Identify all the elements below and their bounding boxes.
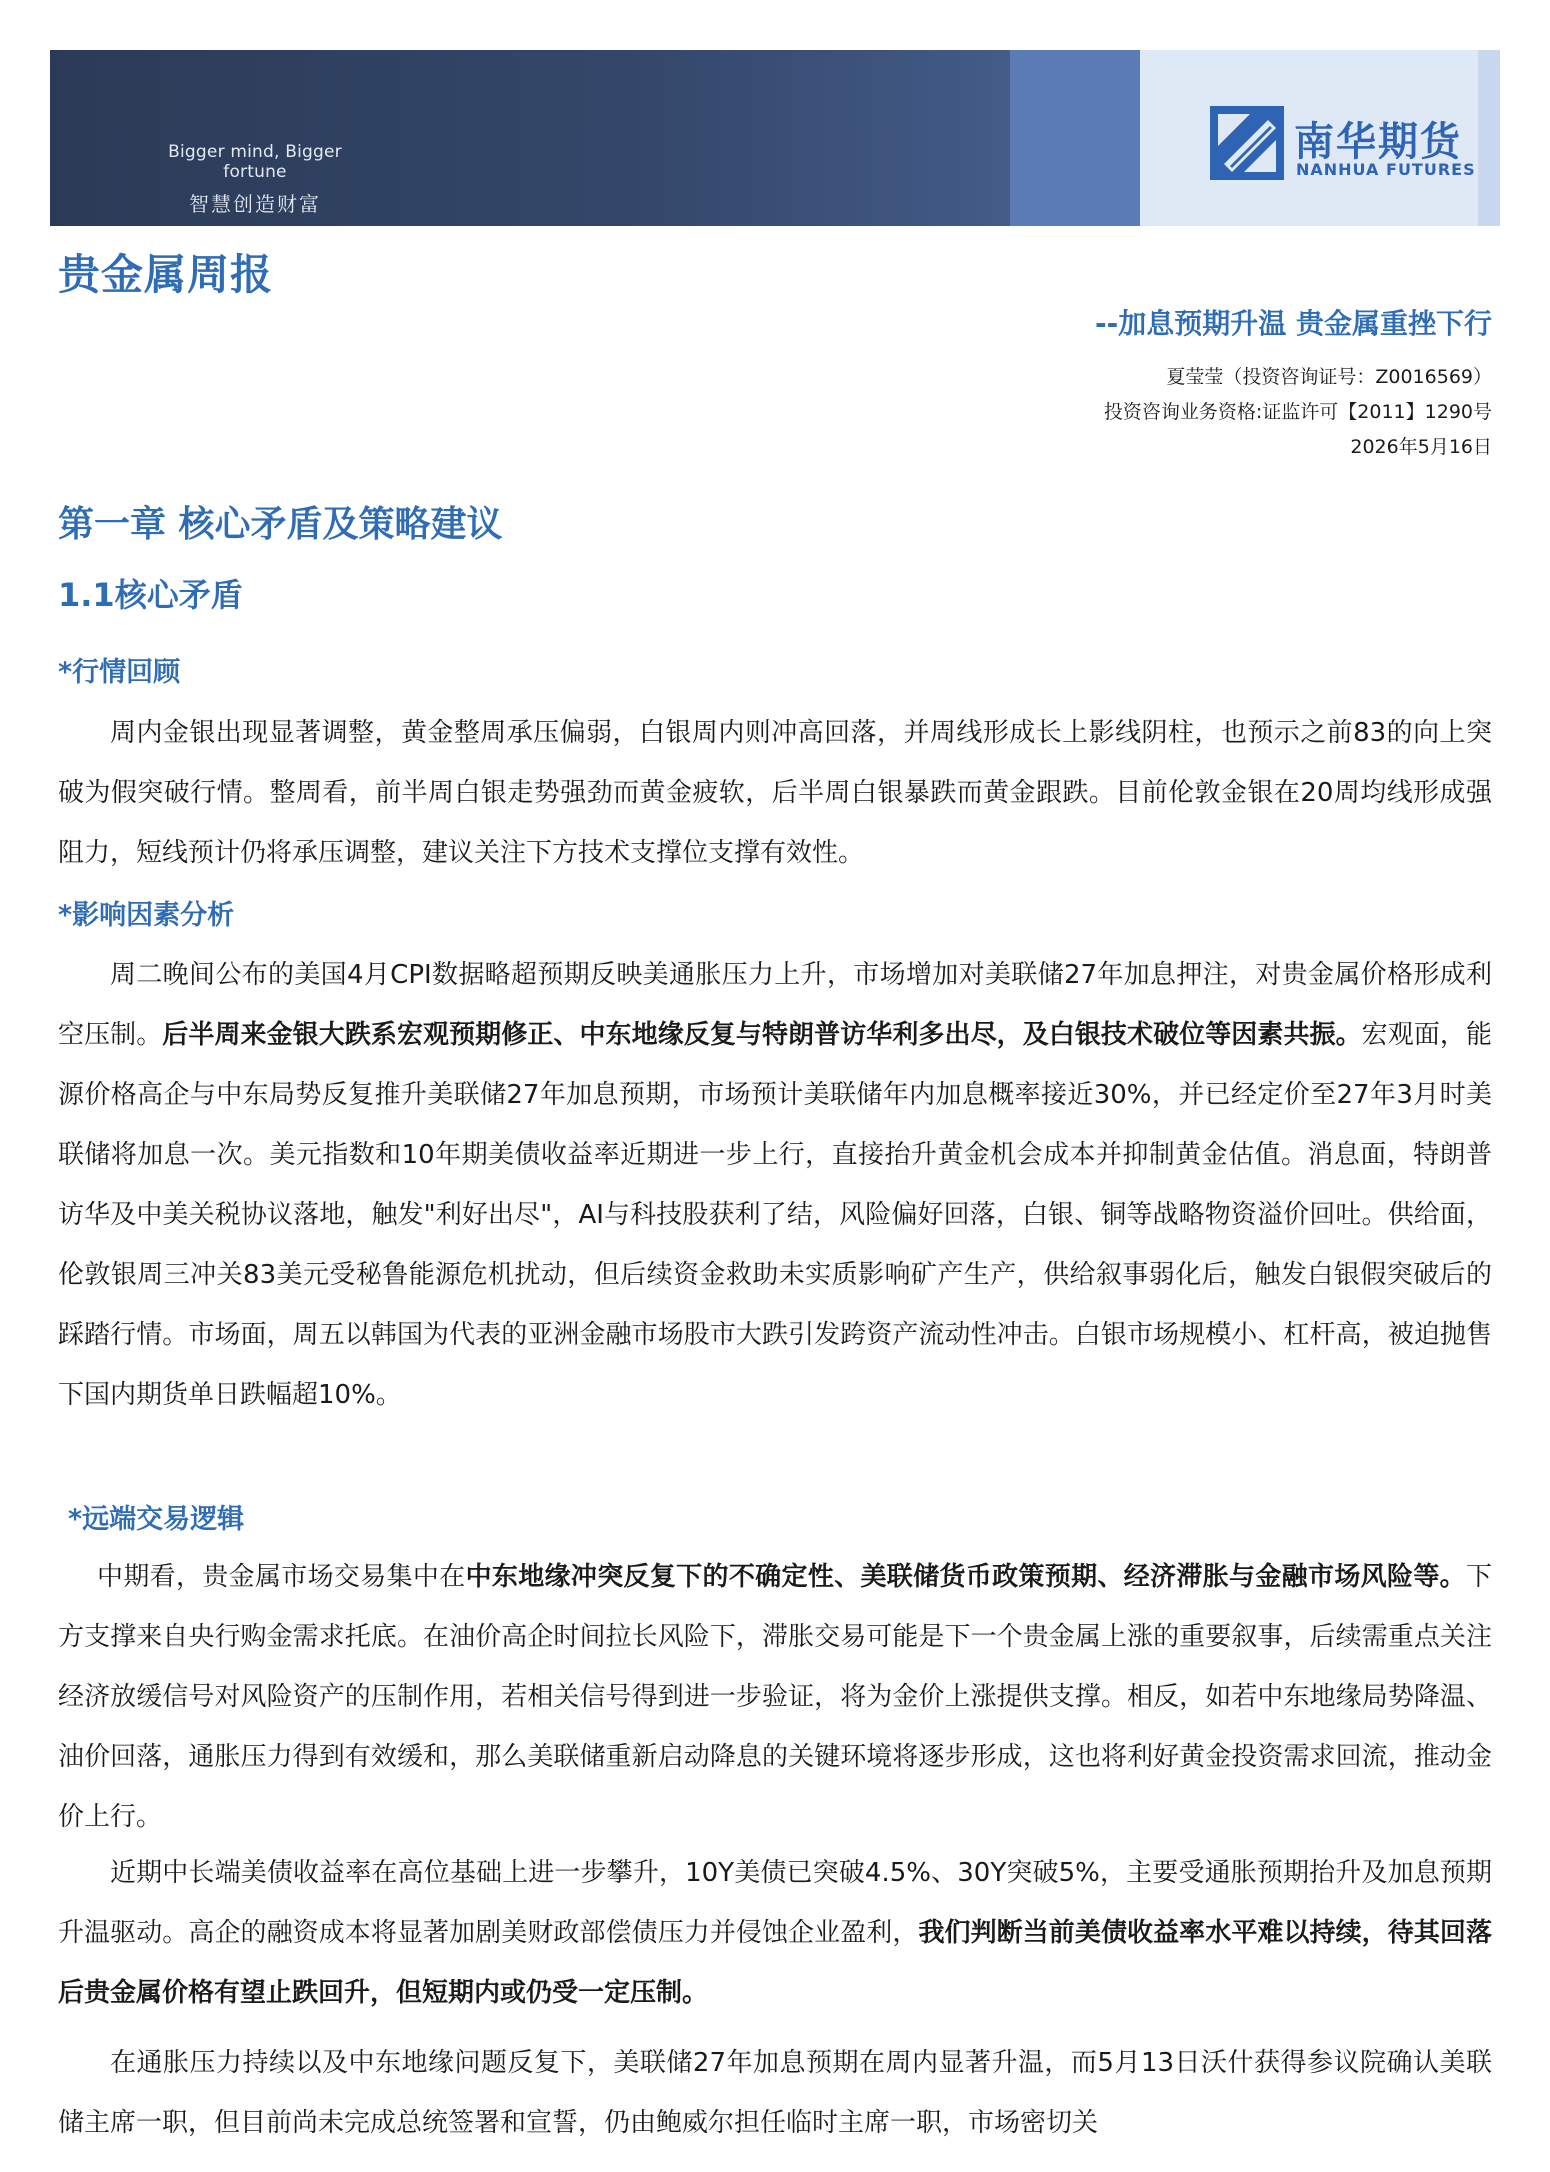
paragraph-factor-analysis xyxy=(58,945,1492,1425)
paragraph-text: 周内金银出现显著调整，黄金整周承压偏弱，白银周内则冲高回落，并周线形成长上影线阴柱，也预示之前83的向上突破为假突破行情。整周看，前半周白银走势强劲而黄金疲软，后半周白银暴跌而黄金跟跌。目前伦敦金银在20周均线形成强阻力，短线预计仍将承压调整，建议关注下方技术支撑位支撑有效性。 xyxy=(58,718,1492,868)
paragraph-market-review xyxy=(58,703,1492,883)
license-line: 投资咨询业务资格:证监许可【2011】1290号 xyxy=(1103,401,1492,423)
paragraph-bold-text: 中东地缘冲突反复下的不确定性、美联储货币政策预期、经济滞胀与金融市场风险等。 xyxy=(465,1562,1466,1592)
paragraph-text: 宏观面，能源价格高企与中东局势反复推升美联储27年加息预期，市场预计美联储年内加息概率接近30%，并已经定价至27年3月时美联储将加息一次。美元指数和10年期美债收益率近期进一步上行，直接抬升黄金机会成本并抑制黄金估值。消息面，特朗普访华及中美关税协议落地，触发"利好出尽"，AI与科技股获利了结，风险偏好回落，白银、铜等战略物资溢价回吐。供给面，伦敦银周三冲关83美元受秘鲁能源危机扰动，但后续资金救助未实质影响矿产生产，供给叙事弱化后，触发白银假突破后的踩踏行情。市场面，周五以韩国为代表的亚洲金融市场股市大跌引发跨资产流动性冲击。白银市场规模小、杠杆高，被迫抛售下国内期货单日跌幅超10%。 xyxy=(58,1020,1492,1410)
report-subtitle: --加息预期升温 贵金属重挫下行 xyxy=(1095,307,1492,340)
logo-text-cn: 南华期货 xyxy=(1294,119,1462,165)
paragraph-text: 下方支撑来自央行购金需求托底。在油价高企时间拉长风险下，滞胀交易可能是下一个贵金属上涨的重要叙事，后续需重点关注经济放缓信号对风险资产的压制作用，若相关信号得到进一步验证，将为金价上涨提供支撑。相反，如若中东地缘局势降温、油价回落，通胀压力得到有效缓和，那么美联储重新启动降息的关键环境将逐步形成，这也将利好黄金投资需求回流，推动金价上行。 xyxy=(58,1562,1492,1832)
paragraph-text: 中期看，贵金属市场交易集中在 xyxy=(97,1562,466,1592)
section-title: 1.1核心矛盾 xyxy=(58,576,243,614)
heading-long-term-logic: *远端交易逻辑 xyxy=(68,1504,245,1535)
slogan-en: Bigger mind, Bigger fortune xyxy=(168,142,342,182)
logo-text-en: NANHUA FUTURES xyxy=(1296,160,1476,179)
paragraph-text: 周二晚间公布的美国4月CPI数据略超预期反映美通胀压力上升，市场增加对美联储27年加息押注，对贵金属价格形成利空压制。 xyxy=(58,960,1492,1050)
report-date: 2026年5月16日 xyxy=(1350,436,1492,458)
heading-factor-analysis: *影响因素分析 xyxy=(58,900,235,931)
chapter-title: 第一章 核心矛盾及策略建议 xyxy=(58,504,503,545)
paragraph-text: 在通胀压力持续以及中东地缘问题反复下，美联储27年加息预期在周内显著升温，而5月13日沃什获得参议院确认美联储主席一职，但目前尚未完成总统签署和宣誓，仍由鲍威尔担任临时主席一职，市场密切关 xyxy=(58,2048,1492,2138)
slogan-cn: 智慧创造财富 xyxy=(189,192,321,216)
paragraph-long-term-logic xyxy=(58,1547,1492,1847)
banner-accent-band xyxy=(1010,50,1140,226)
header-banner xyxy=(50,50,1500,226)
paragraph-bond-yields xyxy=(58,1843,1492,2023)
slogan xyxy=(150,142,360,217)
paragraph-fed-outlook xyxy=(58,2033,1492,2153)
paragraph-bold-text: 我们判断当前美债收益率水平难以持续，待其回落后贵金属价格有望止跌回升，但短期内或仍受一定压制。 xyxy=(58,1918,1492,2008)
heading-market-review: *行情回顾 xyxy=(58,657,181,688)
nanhua-logo-icon xyxy=(1210,106,1284,180)
paragraph-text: 近期中长端美债收益率在高位基础上进一步攀升，10Y美债已突破4.5%、30Y突破5%，主要受通胀预期抬升及加息预期升温驱动。高企的融资成本将显著加剧美财政部偿债压力并侵蚀企业盈利， xyxy=(58,1858,1492,1948)
author-line: 夏莹莹（投资咨询证号：Z0016569） xyxy=(1166,366,1492,388)
paragraph-bold-text: 后半周来金银大跌系宏观预期修正、中东地缘反复与特朗普访华利多出尽，及白银技术破位等因素共振。 xyxy=(162,1020,1362,1050)
report-title: 贵金属周报 xyxy=(58,250,274,299)
